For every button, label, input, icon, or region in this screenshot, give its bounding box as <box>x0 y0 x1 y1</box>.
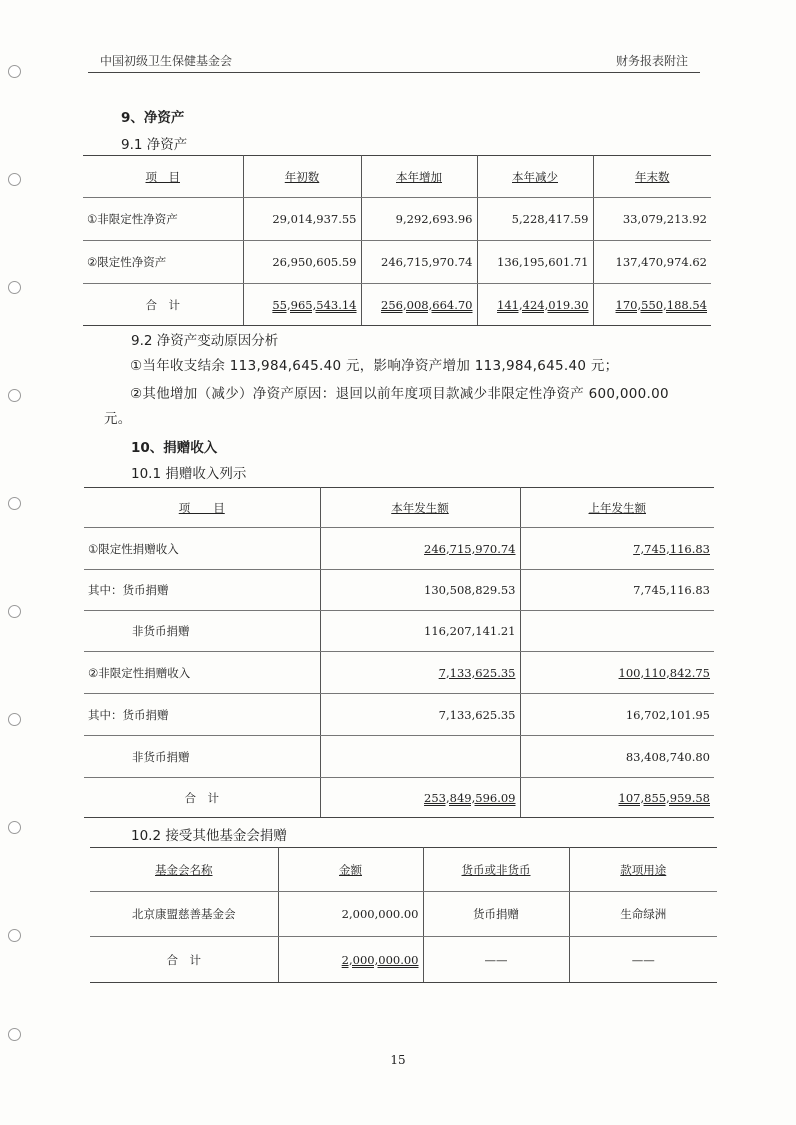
cell-purpose: —— <box>569 937 717 983</box>
col-header-prior: 上年发生额 <box>588 500 646 515</box>
row-label: ①限定性捐赠收入 <box>84 528 320 570</box>
header-org: 中国初级卫生保健基金会 <box>100 54 233 68</box>
row-label: 其中：货币捐赠 <box>84 694 320 736</box>
binder-hole <box>8 821 21 834</box>
cell-value: 246,715,970.74 <box>361 241 477 284</box>
table-row <box>84 694 714 736</box>
total-value: 107,855,959.58 <box>618 790 710 805</box>
row-label: ②限定性净资产 <box>83 241 243 284</box>
table-row <box>84 528 714 570</box>
table-total-row <box>83 284 711 326</box>
cell-value: 5,228,417.59 <box>477 198 593 241</box>
cell-value: 130,508,829.53 <box>320 570 520 611</box>
col-header-current: 本年发生额 <box>391 500 449 515</box>
table-row <box>84 736 714 778</box>
row-label: 其中：货币捐赠 <box>84 570 320 611</box>
table-header-row <box>83 156 711 198</box>
table-total-row <box>84 778 714 818</box>
binder-hole <box>8 65 21 78</box>
col-header-purpose: 款项用途 <box>620 862 667 877</box>
row-label: 合 计 <box>84 778 320 818</box>
cell-value: 7,133,625.35 <box>438 665 516 680</box>
total-value: 170,550,188.54 <box>615 297 707 312</box>
table-header-row <box>84 488 714 528</box>
cell-value: 136,195,601.71 <box>477 241 593 284</box>
total-value: 253,849,596.09 <box>424 790 516 805</box>
table-row <box>90 892 717 937</box>
binder-hole <box>8 1028 21 1041</box>
binder-hole <box>8 605 21 618</box>
page-number: 15 <box>390 1053 406 1067</box>
binder-hole <box>8 281 21 294</box>
header-doc-title: 财务报表附注 <box>615 54 688 68</box>
cell-type: 货币捐赠 <box>423 892 569 937</box>
total-value: 2,000,000.00 <box>341 952 419 967</box>
col-header-type: 货币或非货币 <box>461 862 531 877</box>
cell-value: 26,950,605.59 <box>243 241 361 284</box>
cell-value: 7,745,116.83 <box>633 541 710 556</box>
row-label: 非货币捐赠 <box>84 736 320 778</box>
col-header-amount: 金额 <box>339 862 362 877</box>
paragraph-2: ②其他增加（减少）净资产原因：退回以前年度项目款减少非限定性净资产 600,000.00 <box>130 386 669 402</box>
col-header-item: 项 目 <box>178 500 225 515</box>
header-rule <box>88 72 700 73</box>
table-row <box>84 652 714 694</box>
section10-title: 10、捐赠收入 <box>131 440 218 456</box>
cell-value: 246,715,970.74 <box>424 541 516 556</box>
section9-sub1: 9.1 净资产 <box>121 137 188 153</box>
row-label: 合 计 <box>83 284 243 326</box>
row-label: 合 计 <box>90 937 278 983</box>
binder-hole <box>8 389 21 402</box>
section9-sub2: 9.2 净资产变动原因分析 <box>131 333 279 349</box>
col-header-increase: 本年增加 <box>396 169 442 184</box>
section10-sub2: 10.2 接受其他基金会捐赠 <box>131 828 287 844</box>
total-value: 256,008,664.70 <box>381 297 473 312</box>
cell-type: —— <box>423 937 569 983</box>
col-header-begin: 年初数 <box>284 169 320 184</box>
cell-value: 83,408,740.80 <box>520 736 714 778</box>
row-label: 非货币捐赠 <box>84 611 320 652</box>
cell-value: 100,110,842.75 <box>618 665 710 680</box>
row-label: ②非限定性捐赠收入 <box>84 652 320 694</box>
row-label: ①非限定性净资产 <box>83 198 243 241</box>
net-assets-table <box>83 155 711 326</box>
table-header-row <box>90 848 717 892</box>
total-value: 55,965,543.14 <box>272 297 357 312</box>
cell-purpose: 生命绿洲 <box>569 892 717 937</box>
cell-value <box>320 736 520 778</box>
paragraph-2-cont: 元。 <box>104 411 132 427</box>
foundation-name: 北京康盟慈善基金会 <box>90 892 278 937</box>
col-header-foundation: 基金会名称 <box>155 862 213 877</box>
total-value: 141,424,019.30 <box>497 297 589 312</box>
cell-value <box>520 611 714 652</box>
cell-value: 116,207,141.21 <box>320 611 520 652</box>
binder-hole <box>8 713 21 726</box>
paragraph-1: ①当年收支结余 113,984,645.40 元，影响净资产增加 113,984,645.40 元； <box>130 358 619 374</box>
binder-hole <box>8 497 21 510</box>
cell-value: 7,745,116.83 <box>520 570 714 611</box>
table-row <box>84 570 714 611</box>
cell-value: 29,014,937.55 <box>243 198 361 241</box>
other-foundation-donation-table <box>90 847 717 983</box>
col-header-decrease: 本年减少 <box>512 169 558 184</box>
cell-value: 33,079,213.92 <box>593 198 711 241</box>
section10-sub1: 10.1 捐赠收入列示 <box>131 466 247 482</box>
cell-value: 137,470,974.62 <box>593 241 711 284</box>
cell-value: 7,133,625.35 <box>320 694 520 736</box>
col-header-end: 年末数 <box>635 169 670 184</box>
binder-hole <box>8 173 21 186</box>
table-row <box>84 611 714 652</box>
cell-value: 16,702,101.95 <box>520 694 714 736</box>
table-row <box>83 198 711 241</box>
cell-value: 2,000,000.00 <box>278 892 423 937</box>
binder-hole <box>8 929 21 942</box>
table-total-row <box>90 937 717 983</box>
donation-income-table <box>84 487 714 818</box>
cell-value: 9,292,693.96 <box>361 198 477 241</box>
section9-title: 9、净资产 <box>121 110 185 126</box>
table-row <box>83 241 711 284</box>
col-header-item: 项 目 <box>145 169 180 184</box>
